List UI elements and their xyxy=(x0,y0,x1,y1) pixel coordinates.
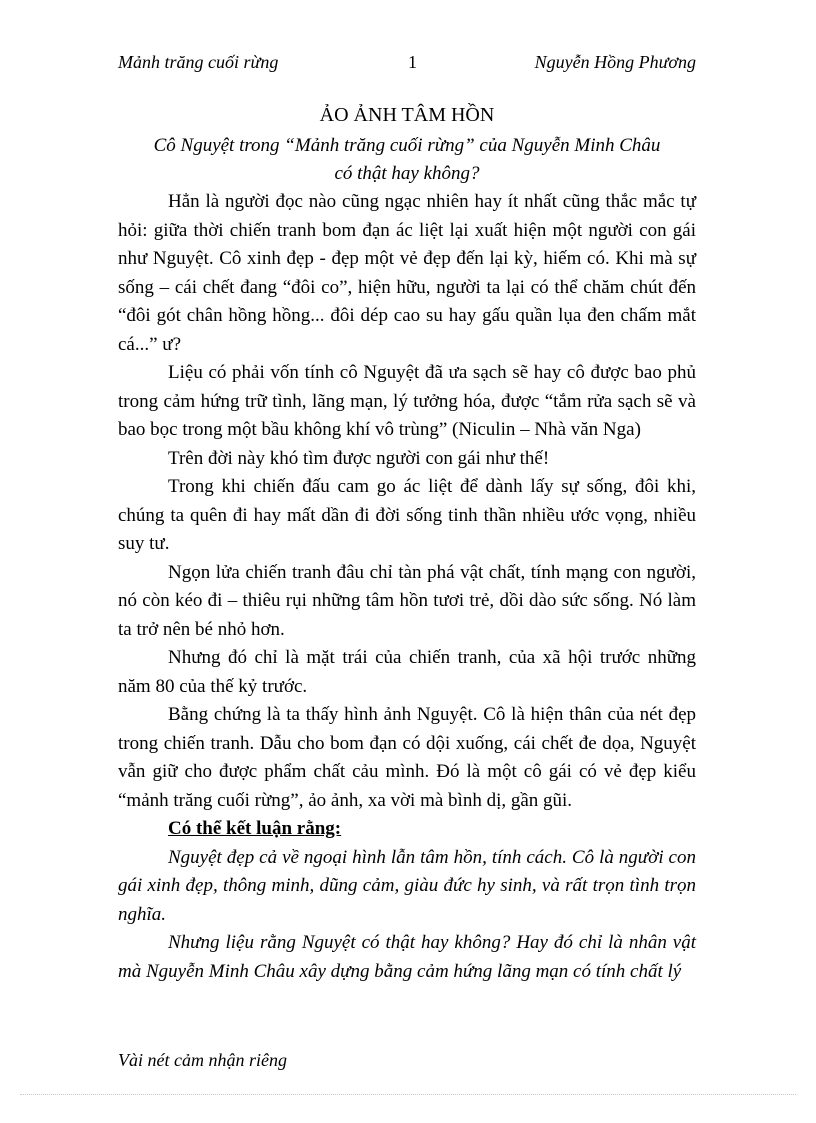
document-subtitle-line2: có thật hay không? xyxy=(334,163,480,184)
paragraph-7: Bằng chứng là ta thấy hình ảnh Nguyệt. Cô là hiện thân của nét đẹp trong chiến tranh. Dẫu cho bom đạn có dội xuống, cái chết đe dọa, Nguyệt vẫn giữ cho được phẩm chất cảu mình. Đó là một cô gái có vẻ đẹp kiểu “mảnh trăng cuối rừng”, ảo ảnh, xa vời mà bình dị, gần gũi. xyxy=(118,704,696,811)
paragraph-5: Ngọn lửa chiến tranh đâu chỉ tàn phá vật chất, tính mạng con người, nó còn kéo đi – thiêu rụi những tâm hồn tươi trẻ, dồi dào sức sống. Nó làm ta trở nên bé nhỏ hơn. xyxy=(118,561,696,640)
paragraph-1: Hẳn là người đọc nào cũng ngạc nhiên hay ít nhất cũng thắc mắc tự hỏi: giữa thời chiến tranh bom đạn ác liệt lại xuất hiện một người con gái như Nguyệt. Cô xinh đẹp - đẹp một vẻ đẹp đến lại kỳ, hiếm có. Khi mà sự sống – cái chết đang “đôi co”, hiện hữu, người ta lại có thể chăm chút đến “đôi gót chân hồng hồng... đôi dép cao su hay gấu quần lụa đen chấm mắt cá...” ư? xyxy=(118,191,696,355)
header-page-number: 1 xyxy=(408,52,417,72)
page-bottom-divider xyxy=(20,1094,796,1095)
header-author: Nguyễn Hồng Phương xyxy=(534,52,696,72)
italic-paragraph-2: Nhưng liệu rằng Nguyệt có thật hay không? Hay đó chỉ là nhân vật mà Nguyễn Minh Châu xây dựng bằng cảm hứng lãng mạn có tính chất lý xyxy=(118,932,696,982)
italic-paragraph-1: Nguyệt đẹp cả về ngoại hình lẫn tâm hồn, tính cách. Cô là người con gái xinh đẹp, thông minh, dũng cảm, giàu đức hy sinh, và rất trọn tình trọn nghĩa. xyxy=(118,846,696,925)
document-title: ẢO ẢNH TÂM HỒN xyxy=(319,104,495,126)
paragraph-3: Trên đời này khó tìm được người con gái như thế! xyxy=(168,447,550,469)
conclusion-heading: Có thể kết luận rằng: xyxy=(168,818,342,839)
page-header xyxy=(118,52,696,78)
paragraph-2: Liệu có phải vốn tính cô Nguyệt đã ưa sạch sẽ hay cô được bao phủ trong cảm hứng trữ tình, lãng mạn, lý tưởng hóa, được “tắm rửa sạch sẽ và bao bọc trong một bầu không khí vô trùng” (Niculin – Nhà văn Nga) xyxy=(118,362,696,440)
paragraph-6: Nhưng đó chỉ là mặt trái của chiến tranh, của xã hội trước những năm 80 của thế kỷ trước. xyxy=(118,647,696,697)
paragraph-4: Trong khi chiến đấu cam go ác liệt để dành lấy sự sống, đôi khi, chúng ta quên đi hay mất dần đi đời sống tinh thần nhiều ước vọng, nhiều suy tư. xyxy=(118,476,696,554)
document-subtitle-line1: Cô Nguyệt trong “Mảnh trăng cuối rừng” của Nguyễn Minh Châu xyxy=(153,135,661,156)
page-footer: Vài nét cảm nhận riêng xyxy=(118,1050,287,1070)
header-book-title: Mảnh trăng cuối rừng xyxy=(118,52,279,72)
document-body xyxy=(118,100,696,986)
